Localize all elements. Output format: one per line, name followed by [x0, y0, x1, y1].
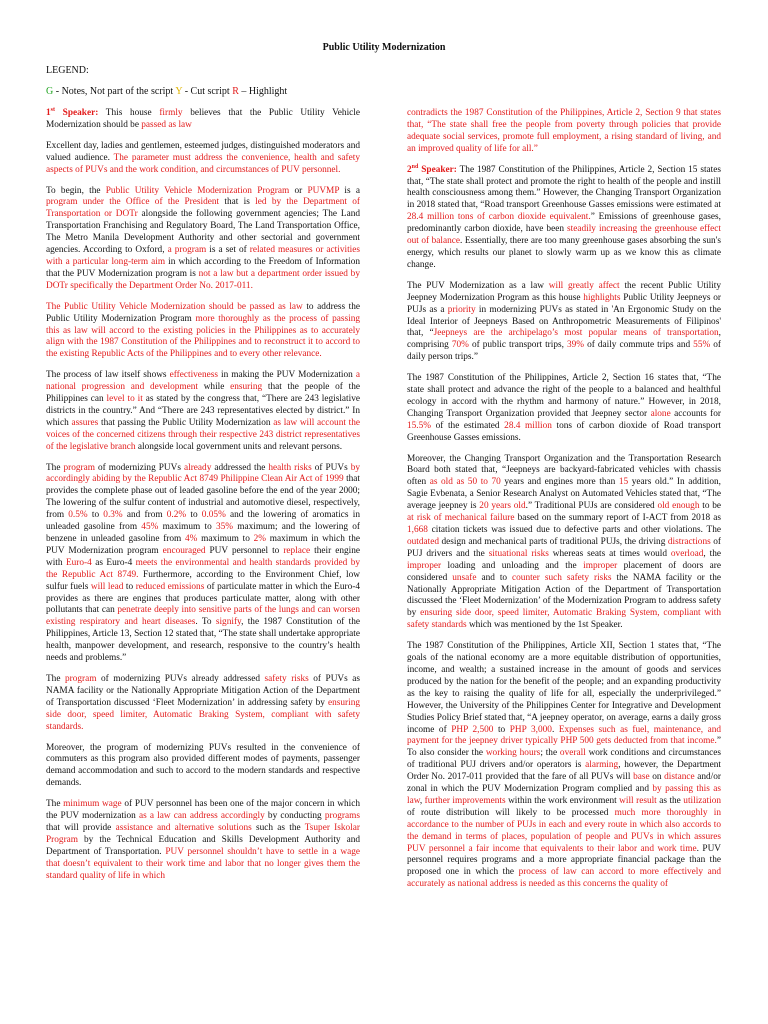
- text-run: overall: [559, 748, 586, 759]
- text-run: , the 1987 Constitution of the Philippines, Article 13, Section 12 stated that, “The state shall undertake appropriate health, manpower development, and research, responsive to the country’s health needs and problems.”: [46, 617, 360, 664]
- text-run: ” Emissions of greenhouse gases, predominantly carbon dioxide, have been: [407, 212, 721, 235]
- text-run: which was mentioned by the 1st Speaker.: [466, 620, 623, 631]
- text-run: improper: [407, 560, 442, 571]
- text-run: . Essentially, there are too many greenhouse gases absorbing the sun's energy, which results our planet to slowly warm up as we know this as climate change.: [407, 236, 721, 270]
- text-run: citation tickets was issued due to defective parts and other violations. The: [427, 525, 721, 535]
- text-run: of PUVs as NAMA facility or the Nationally Appropriate Mitigation Action of the Department of Transportation discussed ‘Fleet Modernization’ in addressing safety by: [46, 673, 360, 708]
- text-run: that passing the Public Utility Modernization: [98, 417, 274, 428]
- text-run: unsafe: [452, 572, 477, 583]
- paragraph: [407, 165, 721, 272]
- text-run: will result: [619, 795, 657, 806]
- text-run: work conditions and circumstances of traditional PUJ drivers and/or operators is: [407, 748, 721, 771]
- text-run: or: [289, 185, 308, 196]
- text-run: contradicts the 1987 Constitution of the Philippines, Article 2, Section 9 that states that, “The state shall free the people from poverty through policies that provide adequate social services, promote full employment, a rising standard of living, and an improved quality of life for all.”: [407, 108, 721, 154]
- paragraph: [407, 454, 721, 633]
- text-run: . To: [195, 617, 216, 628]
- text-run: To begin, the: [46, 185, 106, 196]
- text-run: Furthermore, according to the Environment Chief, low sulfur fuels: [46, 569, 360, 592]
- text-run: as Euro-4: [91, 557, 136, 568]
- text-run: alongside the following government agencies; The Land Transportation Franchising and Regulatory Board, The Land Transportation Office, The Metro Manila Development Authority and other sectorial and government agencies. According to Oxford,: [46, 209, 360, 256]
- text-run: that will provide: [46, 822, 116, 833]
- legend-key-notes: G: [46, 86, 54, 97]
- text-run: years and engines more than: [500, 477, 619, 488]
- text-run: of modernizing PUVs already addressed: [96, 673, 265, 684]
- text-run: years old.” In addition, Sagie Evbenata, a Senior Research Analyst on Automated Vehicles stated that, “The average jeepney is: [407, 477, 721, 512]
- text-run: 28.4 million: [504, 420, 552, 431]
- text-run: The parameter must address the convenience, health and safety aspects of PUVs and the work condition, and circumstances of PUV personnel.: [46, 152, 360, 175]
- text-run: counter such safety risks: [512, 572, 612, 583]
- text-run: PHP 3,000: [509, 724, 552, 735]
- text-run: as law will account the voices of the concerned citizens through their respective 243 district representatives of the legislative branch: [46, 417, 360, 452]
- text-run: Speaker:: [418, 164, 457, 175]
- text-run: 2: [407, 164, 412, 175]
- text-run: by conducting: [264, 811, 325, 822]
- text-run: 39%: [567, 340, 585, 351]
- text-run: working hours: [485, 748, 541, 759]
- text-run: believes that the Public Utility Vehicle Modernization should be: [46, 108, 360, 130]
- text-run: at risk of mechanical failure: [407, 513, 515, 524]
- text-run: more thoroughly as the process of passing this as law will accord to the existing policies in the Philippines as to accurately align with the 1987 Constitution of the Philippines and to reconstruct it to accord to the existing Republic Acts of the Philippines and to every other relevance.: [46, 313, 360, 360]
- paragraph: [46, 463, 360, 665]
- text-run: not a law but a department order issued by DOTr specifically the Department Order No. 2017-011.: [46, 268, 360, 291]
- text-run: Moreover, the Changing Transport Organization and the Transportation Research Board both stated that, “Jeepneys are backyard-fabricated vehicles with chassis often: [407, 453, 721, 488]
- paragraph: [46, 302, 360, 362]
- text-run: The 1987 Constitution of the Philippines, Article 2, Section 15 states that, “The state shall protect and promote the right to health of the people and instill health consciousness among them.” However, the Changing Transport Organization in 2018 stated that, “Road transport Greenhouse Gasses emissions were estimated at: [407, 164, 721, 211]
- paragraph: [46, 743, 360, 791]
- text-run: highlights: [583, 292, 621, 303]
- text-run: assistance and alternative solutions: [115, 822, 252, 833]
- text-run: 28.4 million tons of carbon dioxide equivalent.: [407, 212, 591, 223]
- text-run: and the lowering of aromatics in unleaded gasoline from: [46, 510, 360, 533]
- text-run: Tsuper Iskolar Program: [46, 822, 360, 845]
- text-run: 0.2%: [166, 510, 187, 521]
- text-run: priority: [447, 304, 476, 315]
- text-run: maximum in which the PUV Modernization program: [46, 534, 361, 556]
- text-run: 70%: [451, 340, 469, 351]
- text-run: will lead: [90, 581, 124, 592]
- text-run: The process of law itself shows: [46, 370, 170, 381]
- paragraph: [407, 373, 721, 444]
- text-run: to: [186, 510, 202, 521]
- text-run: and to: [476, 572, 513, 583]
- text-run: design and mechanical parts of traditional PUJs, the driving: [439, 536, 668, 547]
- text-run: Excellent day, ladies and gentlemen, esteemed judges, distinguished moderators and valued audience.: [46, 140, 360, 163]
- text-run: maximum to: [197, 534, 254, 544]
- text-run: based on the summary report of I-ACT from 2018 as: [514, 513, 721, 524]
- text-run: by the Technical Education and Skills Development Authority and Department of Transportation.: [46, 834, 360, 857]
- text-run: 0.3%: [103, 510, 123, 521]
- text-run: utilization: [683, 795, 721, 806]
- text-run: 35%: [215, 522, 234, 533]
- text-run: of daily person trips.”: [407, 340, 722, 363]
- text-run: base: [633, 772, 650, 783]
- paragraph: [407, 641, 721, 891]
- text-run: 1: [46, 108, 51, 118]
- text-run: within the work environment: [505, 795, 620, 806]
- text-run: process of law can accord to more effectively and accurately as national address is needed as this concerns the quality of: [407, 867, 721, 890]
- page-title: Public Utility Modernization: [322, 42, 446, 53]
- text-run: PUV personnel shouldn’t have to settle in a wage that doesn’t equivalent to their work time and labor that no longer gives them the standard quality of life in which: [46, 846, 360, 881]
- text-run: as old as 50 to 70: [429, 477, 501, 488]
- text-run: 15: [618, 477, 629, 488]
- text-run: Speaker:: [55, 108, 99, 118]
- text-run: already: [183, 462, 212, 473]
- text-run: and/or zonal in which the PUV Modernization Program complied and: [407, 772, 722, 795]
- text-run: led by the Department of Transportation or DOTr: [46, 197, 360, 220]
- text-run: minimum wage: [63, 799, 122, 810]
- text-run: overload: [670, 548, 704, 559]
- text-run: level to it: [106, 394, 143, 405]
- text-run: accounts for: [670, 408, 721, 419]
- text-run: program: [64, 673, 97, 684]
- text-run: improper: [583, 560, 618, 571]
- text-run: This house: [98, 108, 160, 118]
- text-run: loading and unloading and the: [441, 560, 584, 571]
- text-run: ” To also consider the: [407, 736, 721, 759]
- legend-text-cut: - Cut script: [182, 86, 233, 97]
- text-run: encouraged: [162, 545, 206, 556]
- text-run: in which according to the Freedom of Information that the PUV Modernization program is: [46, 256, 361, 279]
- text-run: their engine with: [46, 545, 360, 568]
- text-run: program: [63, 462, 95, 473]
- text-run: Expenses such as fuel, maintenance, and payment for the jeepney driver typically PHP 500 gets deducted from that income.: [407, 724, 721, 747]
- text-run: .: [551, 724, 559, 735]
- text-run: programs: [324, 811, 360, 822]
- text-run: The PUV Modernization as a law: [407, 280, 549, 291]
- text-run: of modernizing PUVs: [94, 462, 184, 473]
- text-run: in modernizing PUVs as stated in 'An Ergonomic Study on the Ideal Interior of Jeepneys Based on Anthropometric Measurements of Filipinos' that, “: [407, 304, 722, 339]
- text-run: Euro-4: [65, 557, 92, 568]
- paragraph: [46, 799, 360, 882]
- text-run: PUV personnel to: [205, 545, 284, 556]
- text-run: 15.5%: [407, 420, 432, 431]
- text-run: Jeepneys are the archipelago’s most popular means of transportation: [433, 328, 719, 339]
- text-run: tons of carbon dioxide of Road transport Greenhouse Gasses emissions.: [407, 420, 721, 443]
- text-run: 55%: [693, 340, 711, 351]
- text-run: The: [46, 462, 64, 473]
- text-run: ; the: [540, 748, 560, 759]
- text-run: further improvements: [424, 795, 506, 806]
- text-run: passed as law: [141, 119, 192, 130]
- text-run: of the estimated: [431, 420, 505, 431]
- text-run: 0.05%: [201, 510, 226, 521]
- text-run: . PUV personnel requires programs and a more appropriate financial package than the proposed one in which the: [407, 843, 722, 878]
- text-run: old enough: [657, 501, 700, 512]
- paragraph: [407, 281, 721, 364]
- text-run: distance: [664, 772, 695, 783]
- text-run: Moreover, the program of modernizing PUVs resulted in the convenience of commuters as this program also provided different modes of payments, passenger demand accommodation and such to accord to the modern standards and respective demands.: [46, 742, 360, 789]
- text-run: that provides the complete phase out of leaded gasoline before the end of the year 2000; The lowering of the sulfur content of industrial and automotive diesel, respectively, from: [46, 474, 361, 521]
- text-run: alone: [650, 408, 671, 419]
- text-run: .” Traditional PUJs are considered: [525, 501, 658, 512]
- text-run: ensuring side door, speed limiter, Automatic Braking System, compliant with safety standards: [407, 608, 721, 631]
- text-run: by accordingly abiding by the Republic Act 8749 Philippine Clean Air Act of 1999: [46, 462, 360, 485]
- text-run: , however, the Department Order No. 2017-011 provided that the fare of all PUVs will: [407, 760, 721, 783]
- text-run: as the: [656, 795, 684, 806]
- text-run: a program: [167, 245, 207, 256]
- text-run: by passing this as law: [407, 784, 722, 806]
- text-run: is a: [339, 185, 360, 196]
- text-run: , comprising: [407, 328, 721, 351]
- legend-label: LEGEND:: [46, 65, 89, 76]
- text-run: whereas seats at times would: [548, 548, 671, 559]
- legend-text-highlight: – Highlight: [238, 86, 288, 97]
- text-run: The Public Utility Vehicle Modernization should be passed as law: [46, 301, 303, 312]
- text-run: 45%: [141, 522, 159, 533]
- text-run: that the people of the Philippines can: [46, 382, 360, 405]
- text-run: that is: [219, 197, 256, 208]
- legend-text-notes: - Notes, Not part of the script: [53, 86, 176, 97]
- text-run: The: [46, 673, 65, 684]
- text-run: alarming: [585, 760, 619, 771]
- legend-key-cut: Y: [175, 86, 183, 97]
- text-run: as stated by the congress that, “There are 243 legislative districts in the country.” And “There are 243 representatives elected by district.” In which: [46, 394, 360, 428]
- text-run: such as the: [251, 822, 305, 833]
- paragraph: [407, 108, 721, 156]
- text-run: of PUJ drivers and the: [407, 536, 721, 559]
- text-run: a national progression and development: [46, 370, 360, 393]
- text-run: of PUVs: [311, 462, 351, 473]
- text-run: addressed the: [211, 462, 269, 473]
- text-run: to: [87, 510, 104, 521]
- text-run: firmly: [159, 108, 183, 118]
- paragraph: [46, 141, 360, 177]
- text-run: 1,668: [407, 525, 428, 535]
- text-run: distractions: [667, 536, 711, 547]
- paragraph: [46, 108, 360, 132]
- left-column: [46, 108, 360, 891]
- text-run: as a law can address accordingly: [138, 811, 265, 822]
- text-run: Public Utility Jeepneys or PUJs as a: [407, 292, 721, 315]
- text-run: will greatly affect: [548, 280, 620, 291]
- text-run: 4%: [185, 534, 198, 544]
- text-run: of PUV personnel has been one of the major concern in which the PUV modernization: [46, 799, 360, 822]
- text-run: effectiveness: [169, 370, 218, 381]
- text-run: in making the PUV Modernization: [217, 370, 356, 381]
- text-run: Public Utility Vehicle Modernization Program: [105, 185, 290, 196]
- text-run: health risks: [268, 462, 312, 473]
- text-run: PUVMP: [307, 185, 340, 196]
- text-run: is a set of: [206, 245, 250, 256]
- text-run: of daily commute trips and: [584, 340, 694, 351]
- text-run: placement of doors are considered: [407, 560, 721, 583]
- paragraph: [46, 370, 360, 453]
- legend: [46, 86, 287, 97]
- text-run: on: [649, 772, 665, 783]
- text-run: much more thoroughly in accordance to the number of PUJs in each and every route in which also accords to the demand in terms of places, population of people and PUVs in which assures PUV personnel a fair income that equivalents to their labor and work time: [407, 807, 721, 854]
- text-run: while: [197, 382, 231, 393]
- text-run: assures: [71, 417, 99, 428]
- text-run: of particulate matter in which the Euro-4 provides as there are engines that produces particulate matter, along with other pollutants that can: [46, 581, 360, 616]
- text-run: meets the environmental and health standards provided by the Republic Act 8749.: [46, 557, 360, 580]
- text-run: related measures or activities with a particular long-term aim: [46, 245, 360, 267]
- text-run: replace: [283, 545, 311, 556]
- text-run: of public transport trips,: [468, 340, 567, 351]
- text-run: of route distribution will likely to be processed: [407, 807, 615, 818]
- text-run: alongside local government units and relevant persons.: [135, 441, 343, 452]
- text-run: to: [123, 581, 136, 592]
- text-run: signify: [215, 617, 242, 628]
- text-run: maximum to: [158, 522, 216, 533]
- text-run: nd: [411, 163, 419, 170]
- text-run: The 1987 Constitution of the Philippines, Article XII, Section 1 states that, “The goals of the national economy are a more equitable distribution of opportunities, income, and wealth; a sustained increase in the amount of goods and services produced by the nation for the benefit of the people; and an expanding productivity as the key to raising the quality of life for all, especially the underprivileged.” However, the University of the Philippines Center for Integrative and Development Studies Policy Brief stated that, “A jeepney operator, on average, earns a daily gross income of: [407, 641, 721, 735]
- text-run: The 1987 Constitution of the Philippines, Article 2, Section 16 states that, “The state shall protect and advance the right of the people to a balanced and healthful ecology in accord with the rhythm and harmony of nature.” However, in 2018, Changing Transport Organization provided that Jeepney sector: [407, 373, 721, 419]
- text-run: 20 years old: [479, 501, 526, 512]
- text-run: The: [46, 799, 64, 810]
- text-run: penetrate deeply into sensitive parts of the lungs and can worsen existing respiratory and heart diseases: [46, 605, 360, 628]
- text-run: outdated: [407, 536, 440, 547]
- right-column: [407, 108, 721, 900]
- text-run: ,: [419, 795, 425, 806]
- text-run: 0.5%: [68, 510, 88, 521]
- text-run: situational risks: [488, 548, 549, 559]
- text-run: reduced emissions: [135, 581, 205, 592]
- text-run: ensuring side door, speed limiter, Automatic Braking System, compliant with safety standards.: [46, 697, 360, 732]
- text-run: PHP 2,500: [451, 724, 494, 735]
- text-run: and from: [122, 510, 167, 521]
- text-run: the NAMA facility or the Nationally Appropriate Mitigation Action of the Department of Transportation discussed the ‘Fleet Modernization’ of the Modernization Program to address safety by: [407, 572, 721, 619]
- paragraph: [46, 674, 360, 734]
- text-run: to: [493, 724, 510, 735]
- text-run: st: [50, 106, 55, 113]
- text-run: maximum; and the lowering of benzene in unleaded gasoline from: [46, 522, 361, 544]
- legend-key-highlight: R: [232, 86, 239, 97]
- paragraph: [46, 186, 360, 293]
- text-run: ensuring: [230, 382, 263, 393]
- text-run: to address the Public Utility Modernization Program: [46, 301, 361, 324]
- text-run: the recent Public Utility Jeepney Modernization Program as this house: [407, 280, 721, 303]
- text-run: , the: [703, 548, 721, 559]
- text-run: to be: [699, 501, 722, 512]
- text-run: safety risks: [264, 673, 309, 684]
- text-run: program under the Office of the President: [46, 197, 220, 208]
- text-run: steadily increasing the greenhouse effect out of balance: [407, 224, 721, 247]
- text-run: 2%: [253, 534, 267, 544]
